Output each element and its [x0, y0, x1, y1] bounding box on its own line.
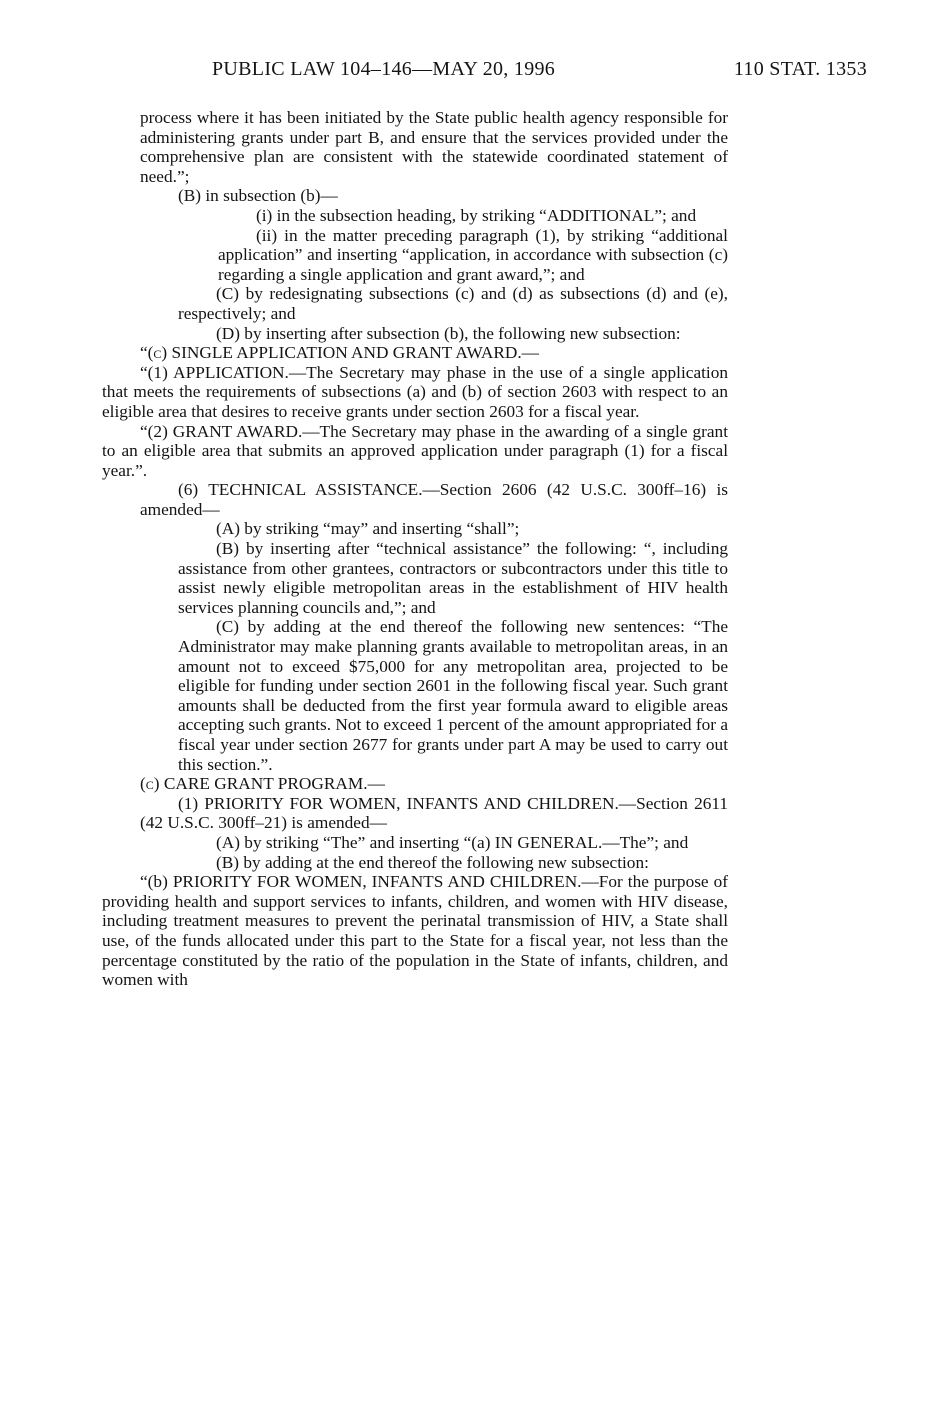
page-number: 110 STAT. 1353	[733, 58, 867, 80]
body-text	[102, 108, 728, 990]
text-line: (B) in subsection (b)—	[178, 186, 338, 206]
text-line: (A) by striking “The” and inserting “(a) IN GENERAL.—The”; and	[216, 832, 689, 852]
text-line: (C) by adding at the end thereof the following new sentences: “The Administrator may make planning grants available to metropolitan areas, in an amount not to exceed $75,000 for any metropolitan area, projected to be eligible for funding under section 2601 in the following fiscal year. Such grant amounts shall be deducted from the first year formula award to eligible areas accepting such grants. Not to exceed 1 percent of the amount appropriated for a fiscal year under section 2677 for grants under part A may be used to carry out this section.”.	[178, 617, 728, 774]
text-line: (1) PRIORITY FOR WOMEN, INFANTS AND CHILDREN.—Section 2611 (42 U.S.C. 300ff–21) is amended—	[140, 793, 728, 833]
text-line: (C) by redesignating subsections (c) and (d) as subsections (d) and (e), respectively; and	[178, 284, 728, 323]
running-title: PUBLIC LAW 104–146—MAY 20, 1996	[212, 58, 556, 80]
running-header	[212, 58, 867, 88]
subsection-heading: (c) CARE GRANT PROGRAM.—	[140, 774, 385, 794]
text-line: (A) by striking “may” and inserting “shall”;	[216, 519, 520, 539]
text-line: “(1) APPLICATION.—The Secretary may phase in the use of a single application that meets the requirements of subsections (a) and (b) of section 2603 with respect to an eligible area that desires to receive grants under section 2603 for a fiscal year.	[102, 362, 728, 421]
text-line: (D) by inserting after subsection (b), the following new subsection:	[216, 323, 681, 343]
text-line: “(b) PRIORITY FOR WOMEN, INFANTS AND CHILDREN.—For the purpose of providing health and support services to infants, children, and women with HIV disease, including treatment measures to prevent the perinatal transmission of HIV, a State shall use, of the funds allocated under this part to the State for a fiscal year, not less than the percentage constituted by the ratio of the population in the State of infants, children, and women with	[102, 872, 728, 990]
text-line: (B) by inserting after “technical assistance” the following: “, including assistance from other grantees, contractors or subcontractors under this title to assist newly eligible metropolitan areas in the establishment of HIV health services planning councils and,”; and	[178, 539, 728, 617]
text-line: (i) in the subsection heading, by striking “ADDITIONAL”; and	[256, 205, 697, 225]
text-line: “(2) GRANT AWARD.—The Secretary may phase in the awarding of a single grant to an eligible area that submits an approved application under paragraph (1) for a fiscal year.”.	[102, 421, 728, 480]
text-line: (6) TECHNICAL ASSISTANCE.—Section 2606 (42 U.S.C. 300ff–16) is amended—	[140, 480, 728, 519]
text-line: (B) by adding at the end thereof the following new subsection:	[216, 852, 649, 872]
subsection-heading: “(c) SINGLE APPLICATION AND GRANT AWARD.—	[140, 343, 539, 363]
text-line: process where it has been initiated by the State public health agency responsible for administering grants under part B, and ensure that the services provided under the comprehensive plan are consistent with the statewide coordinated statement of need.”;	[140, 108, 728, 186]
text-line: (ii) in the matter preceding paragraph (1), by striking “additional application” and inserting “application, in accordance with subsection (c) regarding a single application and grant award,”; and	[218, 225, 728, 284]
